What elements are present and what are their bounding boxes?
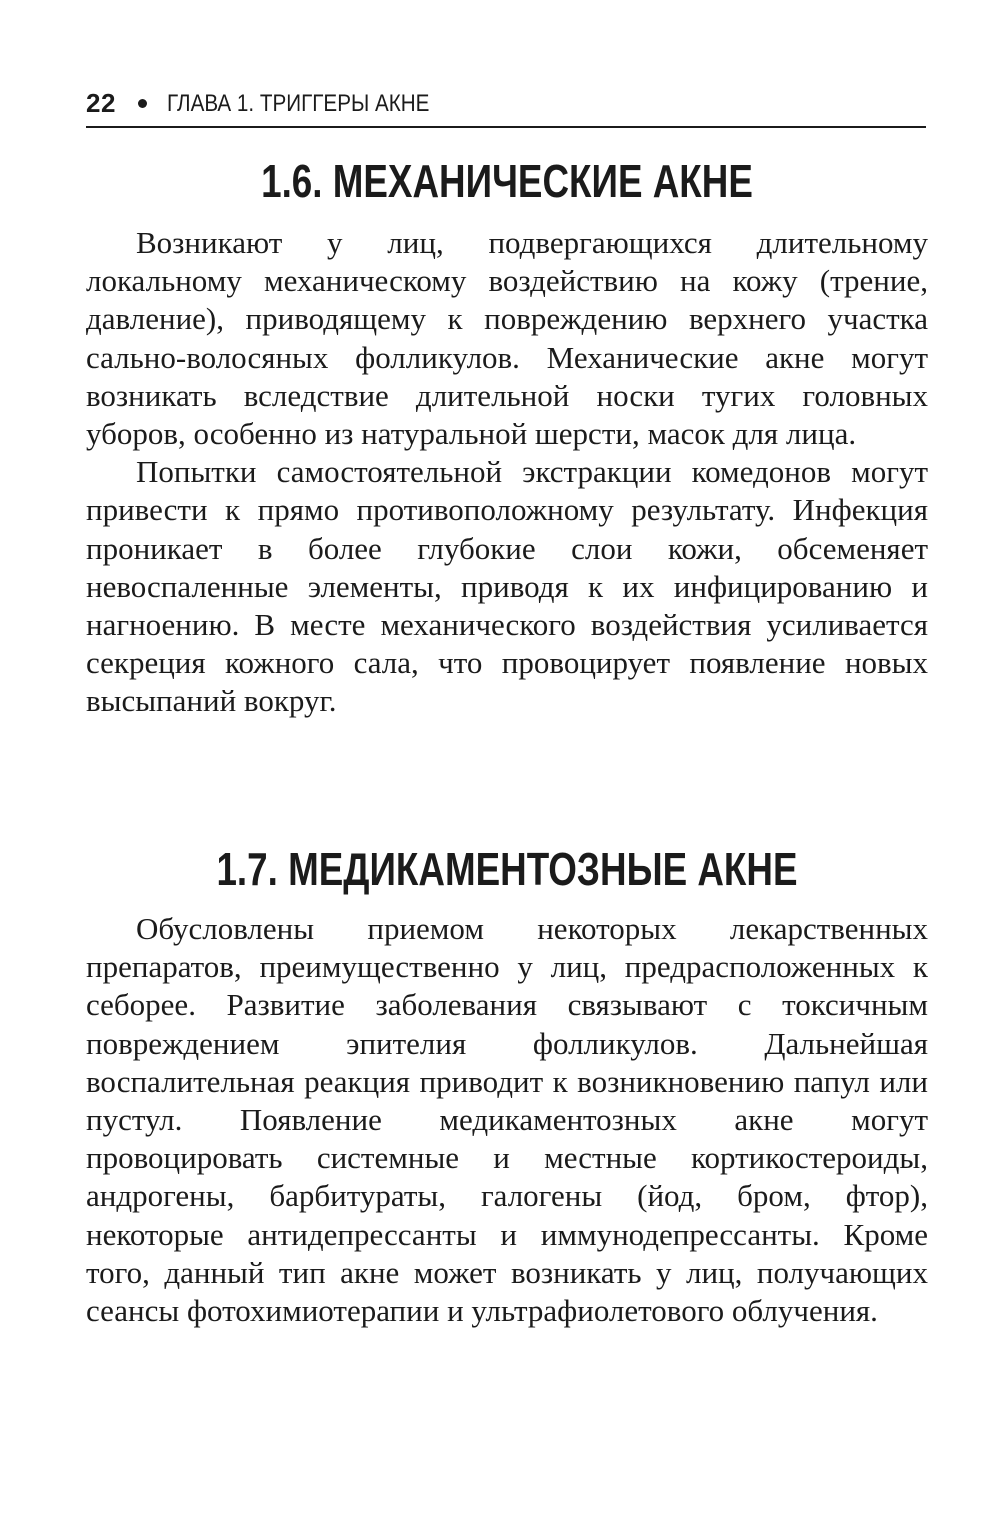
paragraph: Возникают у лиц, подвергающихся длительному локальному механическому воздействию на кожу (трение, давление), приводящему к повреждению верхнего участка сально-волосяных фолликулов. Механические акне могут возникать вследствие длительной носки тугих головных уборов, особенно из натуральной шерсти, масок для лица.: [86, 225, 928, 452]
section-drug-induced-acne: [86, 838, 928, 1330]
running-head: [86, 88, 926, 119]
section-heading: 1.7. МЕДИКАМЕНТОЗНЫЕ АКНЕ: [216, 843, 798, 895]
section-mechanical-acne: [86, 150, 928, 721]
paragraph: Попытки самостоятельной экстракции комедонов могут привести к прямо противоположному результату. Инфекция проникает в более глубокие слои кожи, обсеменяет невоспаленные элементы, приводя к их инфицированию и нагноению. В месте механического воздействия усиливается секреция кожного сала, что провоцирует появление новых высыпаний вокруг.: [86, 454, 928, 719]
paragraph: Обусловлены приемом некоторых лекарственных препаратов, преимущественно у лиц, предрасположенных к себорее. Развитие заболевания связывают с токсичным повреждением эпителия фолликулов. Дальнейшая воспалительная реакция приводит к возникновению папул или пустул. Появление медикаментозных акне могут провоцировать системные и местные кортикостероиды, андрогены, барбитураты, галогены (йод, бром, фтор), некоторые антидепрессанты и иммунодепрессанты. Кроме того, данный тип акне может возникать у лиц, получающих сеансы фотохимиотерапии и ультрафиолетового облучения.: [86, 911, 928, 1329]
page-number: 22: [86, 88, 116, 118]
section-heading: 1.6. МЕХАНИЧЕСКИЕ АКНЕ: [261, 155, 753, 207]
chapter-title: ГЛАВА 1. ТРИГГЕРЫ АКНЕ: [166, 89, 430, 117]
bullet-icon: [138, 99, 147, 108]
header-divider: [86, 126, 926, 128]
